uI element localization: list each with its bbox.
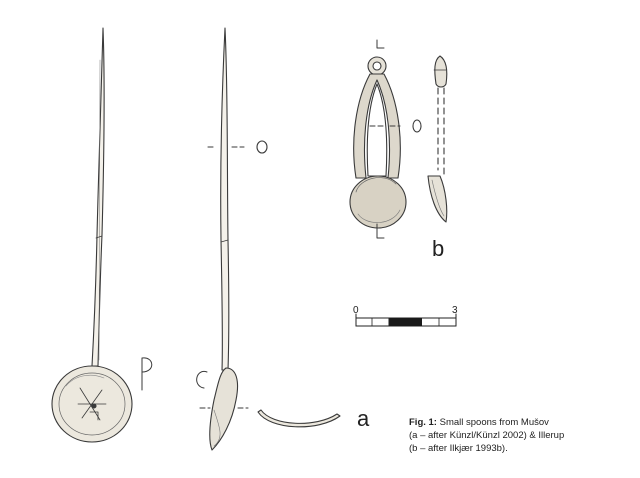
spoon-a-side-view [197,28,340,450]
spoon-a-front-view [52,28,152,442]
caption-title: Small spoons from Mušov [436,417,549,428]
caption-line-1 [409,416,634,429]
scale-bar [356,314,456,326]
caption-figure-number: Fig. 1: [409,417,437,428]
spoon-b-front-view [350,40,421,238]
spoon-b-side-view [428,56,447,222]
scale-end-label: 3 [452,305,458,316]
figure-caption [409,416,634,455]
figure-label-a: a [357,406,370,431]
figure-label-b: b [432,236,445,261]
caption-line-3: (b – after Ilkjær 1993b). [409,443,508,454]
caption-line-2: (a – after Künzl/Künzl 2002) & Illerup [409,430,565,441]
scale-start-label: 0 [353,305,359,316]
